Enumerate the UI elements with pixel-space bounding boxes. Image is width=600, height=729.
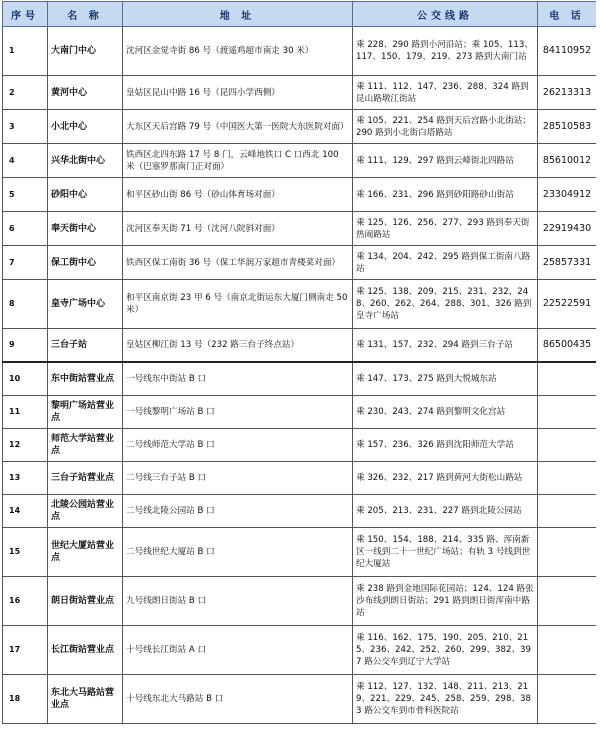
center-name: 奉天街中心: [48, 212, 123, 246]
row-index: 10: [3, 362, 48, 396]
phone-number: [538, 396, 597, 429]
center-address: 二号线世纪大厦站 B 口: [123, 528, 353, 577]
bus-routes: 乘 150、154、188、214、335 路、浑南新区一线到二十一世纪广场站；有轨 3 号线到世纪大厦站: [353, 528, 538, 577]
center-address: 二号线师范大学站 B 口: [123, 429, 353, 462]
table-row: [3, 246, 597, 280]
table-row: [3, 280, 597, 329]
bus-routes: 乘 134、204、242、295 路到保工街南八路站: [353, 246, 538, 280]
phone-number: [538, 462, 597, 495]
phone-number: 22919430: [538, 212, 597, 246]
bus-routes: 乘 125、126、256、277、293 路到奉天街热闹路站: [353, 212, 538, 246]
row-index: 15: [3, 528, 48, 577]
table-row: [3, 329, 597, 363]
bus-routes: 乘 116、162、175、190、205、210、215、236、242、252、260、299、382、397 路公交车到辽宁大学站: [353, 626, 538, 675]
center-address: 十号线长江街站 A 口: [123, 626, 353, 675]
row-index: 7: [3, 246, 48, 280]
bus-routes: 乘 238 路到金地国际花园站；124、124 路张沙布线到朗日街站；291 路到朗日街浑南中路站: [353, 577, 538, 626]
row-index: 3: [3, 110, 48, 144]
center-address: 皇姑区昆山中路 16 号（昆四小学西侧）: [123, 76, 353, 110]
row-index: 2: [3, 76, 48, 110]
bus-routes: 乘 111、112、147、236、288、324 路到昆山路墩江街站: [353, 76, 538, 110]
row-index: 14: [3, 495, 48, 528]
table-body: [3, 27, 597, 724]
center-address: 二号线三台子站 B 口: [123, 462, 353, 495]
header-name: 名 称: [48, 2, 123, 27]
row-index: 18: [3, 675, 48, 724]
bus-routes: 乘 166、231、296 路到砂阳路砂山街站: [353, 178, 538, 212]
center-address: 二号线北陵公园站 B 口: [123, 495, 353, 528]
row-index: 9: [3, 329, 48, 363]
phone-number: 86500435: [538, 329, 597, 363]
row-index: 8: [3, 280, 48, 329]
center-name: 黎明广场站营业点: [48, 396, 123, 429]
table-row: [3, 110, 597, 144]
row-index: 1: [3, 27, 48, 76]
phone-number: 25857331: [538, 246, 597, 280]
row-index: 17: [3, 626, 48, 675]
center-address: 一号线东中街站 B 口: [123, 362, 353, 396]
phone-number: [538, 495, 597, 528]
bus-routes: 乘 326、232、217 路到黄河大街松山路站: [353, 462, 538, 495]
bus-routes: 乘 157、236、326 路到沈阳师范大学站: [353, 429, 538, 462]
row-index: 5: [3, 178, 48, 212]
center-name: 保工街中心: [48, 246, 123, 280]
center-name: 东北大马路站营业点: [48, 675, 123, 724]
table-row: [3, 495, 597, 528]
table-row: [3, 577, 597, 626]
table-row: [3, 362, 597, 396]
phone-number: [538, 626, 597, 675]
bus-routes: 乘 105、221、254 路到天后宫路小北街站；290 路到小北街白塔路站: [353, 110, 538, 144]
bus-routes: 乘 147、173、275 路到大悦城东站: [353, 362, 538, 396]
row-index: 16: [3, 577, 48, 626]
header-index: 序号: [3, 2, 48, 27]
bus-routes: 乘 131、157、232、294 路到三台子站: [353, 329, 538, 363]
header-phone: 电 话: [538, 2, 597, 27]
row-index: 6: [3, 212, 48, 246]
phone-number: [538, 362, 597, 396]
table-row: [3, 528, 597, 577]
center-name: 小北中心: [48, 110, 123, 144]
center-address: 和平区南京街 23 甲 6 号（南京北街运东大厦门侧南走 50 米）: [123, 280, 353, 329]
row-index: 13: [3, 462, 48, 495]
center-address: 沈河区金觉寺街 86 号（渡遥鸡超市南走 30 米）: [123, 27, 353, 76]
table-row: [3, 396, 597, 429]
phone-number: [538, 429, 597, 462]
center-address: 十号线东北大马路站 B 口: [123, 675, 353, 724]
header-bus: 公交线路: [353, 2, 538, 27]
center-name: 东中街站营业点: [48, 362, 123, 396]
bus-routes: 乘 205、213、231、227 路到北陵公园站: [353, 495, 538, 528]
center-name: 砂阳中心: [48, 178, 123, 212]
center-address: 沈河区奉天街 71 号（沈河八院斜对面）: [123, 212, 353, 246]
phone-number: 28510583: [538, 110, 597, 144]
phone-number: [538, 577, 597, 626]
center-address: 一号线黎明广场站 B 口: [123, 396, 353, 429]
phone-number: 84110952: [538, 27, 597, 76]
service-center-table: [2, 1, 596, 724]
table-header-row: [3, 2, 597, 27]
center-address: 九号线朗日街站 B 口: [123, 577, 353, 626]
bus-routes: 乘 111、129、297 路到云峰街北四路站: [353, 144, 538, 178]
row-index: 12: [3, 429, 48, 462]
table-row: [3, 626, 597, 675]
phone-number: [538, 675, 597, 724]
center-name: 长江街站营业点: [48, 626, 123, 675]
service-center-table-sheet: [2, 1, 596, 727]
center-address: 和平区砂山街 86 号（砂山体育场对面）: [123, 178, 353, 212]
phone-number: [538, 528, 597, 577]
center-name: 三台子站营业点: [48, 462, 123, 495]
center-name: 黄河中心: [48, 76, 123, 110]
row-index: 4: [3, 144, 48, 178]
table-row: [3, 178, 597, 212]
phone-number: 22522591: [538, 280, 597, 329]
center-name: 北陵公园站营业点: [48, 495, 123, 528]
center-name: 皇寺广场中心: [48, 280, 123, 329]
bus-routes: 乘 228、290 路到小河沿站；乘 105、113、117、150、179、219、273 路到大南门站: [353, 27, 538, 76]
bus-routes: 乘 112、127、132、148、211、213、219、221、229、245、258、259、298、383 路公交车到市骨科医院站: [353, 675, 538, 724]
phone-number: 23304912: [538, 178, 597, 212]
table-row: [3, 76, 597, 110]
bus-routes: 乘 230、243、274 路到黎明文化宫站: [353, 396, 538, 429]
center-name: 大南门中心: [48, 27, 123, 76]
bus-routes: 乘 125、138、209、215、231、232、248、260、262、264、288、301、326 路到皇寺广场站: [353, 280, 538, 329]
center-name: 朗日街站营业点: [48, 577, 123, 626]
center-name: 兴华北街中心: [48, 144, 123, 178]
center-address: 铁西区北四东路 17 号 8 门，云峰地铁口 C 口西北 100 米（巴塞罗那南门正对面）: [123, 144, 353, 178]
header-address: 地 址: [123, 2, 353, 27]
table-row: [3, 462, 597, 495]
center-name: 三台子站: [48, 329, 123, 363]
center-name: 师范大学站营业点: [48, 429, 123, 462]
center-name: 世纪大厦站营业点: [48, 528, 123, 577]
phone-number: 85610012: [538, 144, 597, 178]
table-row: [3, 212, 597, 246]
table-row: [3, 675, 597, 724]
table-row: [3, 27, 597, 76]
center-address: 大东区天后宫路 79 号（中国医大第一医院大东医院对面）: [123, 110, 353, 144]
row-index: 11: [3, 396, 48, 429]
center-address: 皇姑区柳江街 13 号（232 路三台子终点站）: [123, 329, 353, 363]
table-row: [3, 429, 597, 462]
phone-number: 26213313: [538, 76, 597, 110]
center-address: 铁西区保工南街 36 号（保工华润万家超市青楼菜对面）: [123, 246, 353, 280]
table-row: [3, 144, 597, 178]
